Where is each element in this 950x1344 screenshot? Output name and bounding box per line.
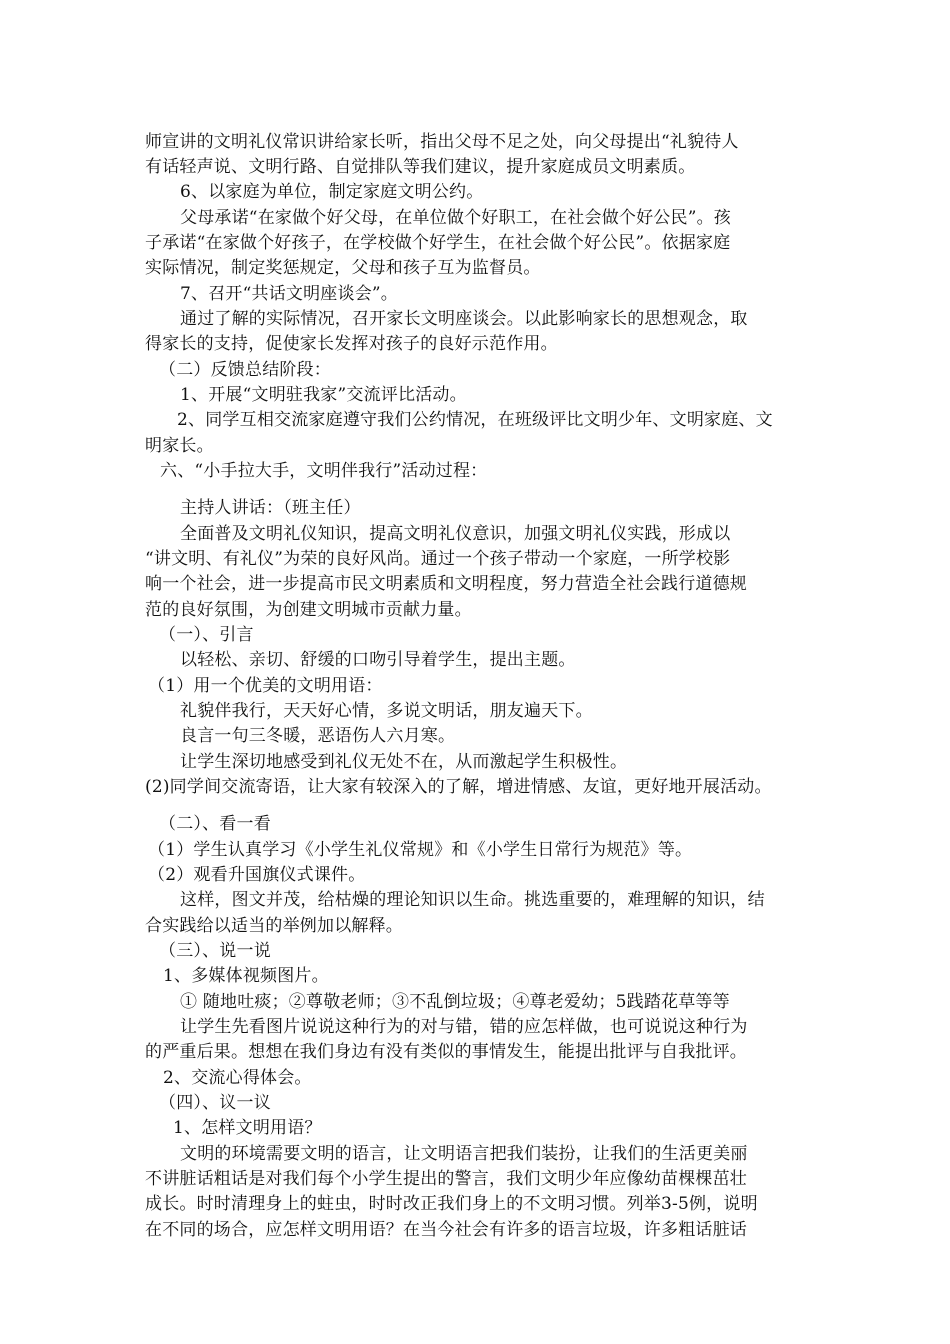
section-heading: （三）、说一说 [159,941,271,961]
section-heading: （二）、看一看 [159,814,271,834]
text-line: 以轻松、亲切、舒缓的口吻引导着学生，提出主题。 [180,650,576,670]
text-line: 让学生先看图片说说这种行为的对与错，错的应怎样做，也可说说这种行为 [180,1017,748,1037]
text-line: 实际情况，制定奖惩规定，父母和孩子互为监督员。 [145,258,541,278]
text-line: 的严重后果。想想在我们身边有没有类似的事情发生，能提出批评与自我批评。 [145,1042,747,1062]
text-line: 礼貌伴我行，天天好心情，多说文明话，朋友遍天下。 [180,701,593,721]
text-line: （1）用一个优美的文明用语： [148,676,383,696]
text-line: “讲文明、有礼仪”为荣的良好风尚。通过一个孩子带动一个家庭，一所学校影 [145,549,731,569]
text-line: 2、同学互相交流家庭遵守我们公约情况，在班级评比文明少年、文明家庭、文 [177,410,773,430]
text-line: 明家长。 [145,436,214,456]
text-line: （2）观看升国旗仪式课件。 [148,865,366,885]
text-line: 师宣讲的文明礼仪常识讲给家长听，指出父母不足之处，向父母提出“礼貌待人 [145,132,739,152]
text-line: ① 随地吐痰；②尊敬老师；③不乱倒垃圾；④尊老爱幼；5践踏花草等等 [180,992,730,1012]
text-line: 文明的环境需要文明的语言，让文明语言把我们装扮，让我们的生活更美丽 [180,1144,748,1164]
text-line: 6、以家庭为单位，制定家庭文明公约。 [180,182,484,202]
text-line: 范的良好氛围，为创建文明城市贡献力量。 [145,600,472,620]
text-line: 7、召开“共话文明座谈会”。 [180,284,398,304]
section-heading: （四）、议一议 [159,1093,271,1113]
text-line: 全面普及文明礼仪知识，提高文明礼仪意识，加强文明礼仪实践，形成以 [180,524,731,544]
text-line: 1、怎样文明用语？ [173,1118,322,1138]
text-line: 有话轻声说、文明行路、自觉排队等我们建议，提升家庭成员文明素质。 [145,157,696,177]
text-line: 子承诺“在家做个好孩子，在学校做个好学生，在社会做个好公民”。依据家庭 [145,233,731,253]
text-line: 通过了解的实际情况，召开家长文明座谈会。以此影响家长的思想观念，取 [180,309,748,329]
section-heading: （一）、引言 [159,625,254,645]
text-line: 合实践给以适当的举例加以解释。 [145,916,403,936]
text-line: 良言一句三冬暖，恶语伤人六月寒。 [180,726,456,746]
text-line: 2、交流心得体会。 [163,1068,312,1088]
text-line: 主持人讲话：（班主任） [180,498,361,518]
text-line: 让学生深切地感受到礼仪无处不在，从而激起学生积极性。 [180,752,628,772]
text-line: （1）学生认真学习《小学生礼仪常规》和《小学生日常行为规范》等。 [148,840,693,860]
text-line: (2)同学间交流寄语，让大家有较深入的了解，增进情感、友谊，更好地开展活动。 [145,777,772,797]
text-line: 这样，图文并茂，给枯燥的理论知识以生命。挑选重要的，难理解的知识，结 [180,890,765,910]
text-line: 不讲脏话粗话是对我们每个小学生提出的警言，我们文明少年应像幼苗棵棵茁壮 [145,1169,747,1189]
text-line: 得家长的支持，促使家长发挥对孩子的良好示范作用。 [145,334,558,354]
text-line: 1、多媒体视频图片。 [163,966,329,986]
section-heading: 六、“小手拉大手，文明伴我行”活动过程： [160,461,488,481]
text-line: 父母承诺“在家做个好父母，在单位做个好职工，在社会做个好公民”。孩 [180,208,731,228]
section-heading: （二）反馈总结阶段： [159,360,331,380]
text-line: 成长。时时清理身上的蛀虫，时时改正我们身上的不文明习惯。列举3-5例，说明 [145,1194,758,1214]
text-line: 响一个社会，进一步提高市民文明素质和文明程度，努力营造全社会践行道德规 [145,574,747,594]
text-line: 1、开展“文明驻我家”交流评比活动。 [180,385,467,405]
text-line: 在不同的场合，应怎样文明用语？在当今社会有许多的语言垃圾，许多粗话脏话 [145,1220,747,1240]
